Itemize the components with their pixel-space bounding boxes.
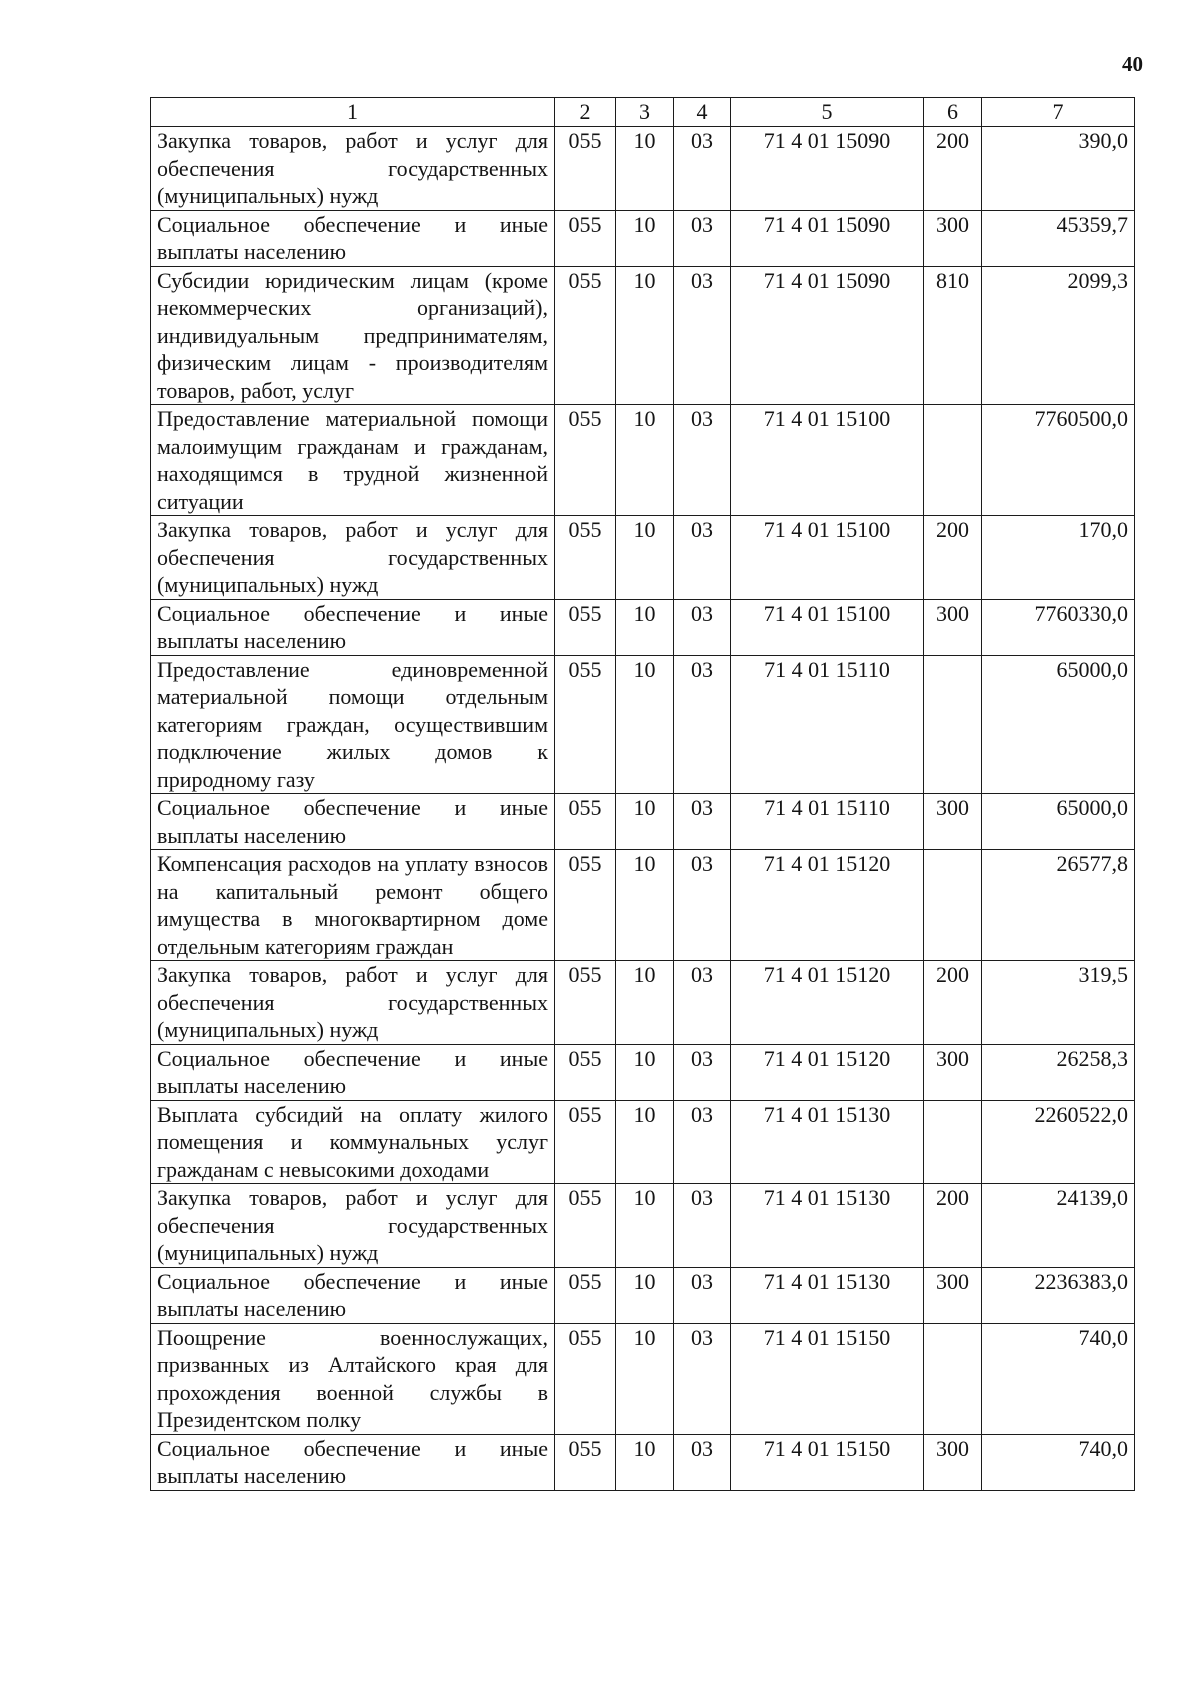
- expense-item-name: Предоставление единовременной материальной помощи отдельным категориям граждан, осуществившим подключение жилых домов к природному газу: [151, 655, 555, 794]
- expense-item-name: Поощрение военнослужащих, призванных из Алтайского края для прохождения военной службы в Президентском полку: [151, 1323, 555, 1434]
- header-row: [151, 98, 1135, 127]
- table-row: [151, 794, 1135, 850]
- subsection-code: 03: [674, 1184, 731, 1268]
- subsection-code: 03: [674, 961, 731, 1045]
- subsection-code: 03: [674, 599, 731, 655]
- expense-type-code: 200: [924, 961, 982, 1045]
- table-row: [151, 127, 1135, 211]
- section-code: 10: [616, 405, 674, 516]
- subsection-code: 03: [674, 516, 731, 600]
- ministry-code: 055: [555, 405, 616, 516]
- target-article-code: 71 4 01 15130: [731, 1267, 924, 1323]
- column-header: 3: [616, 98, 674, 127]
- expense-item-name: Выплата субсидий на оплату жилого помещения и коммунальных услуг гражданам с невысокими доходами: [151, 1100, 555, 1184]
- target-article-code: 71 4 01 15150: [731, 1323, 924, 1434]
- section-code: 10: [616, 1267, 674, 1323]
- column-header: 4: [674, 98, 731, 127]
- amount: 7760500,0: [982, 405, 1135, 516]
- subsection-code: 03: [674, 405, 731, 516]
- amount: 26258,3: [982, 1044, 1135, 1100]
- subsection-code: 03: [674, 210, 731, 266]
- section-code: 10: [616, 1323, 674, 1434]
- ministry-code: 055: [555, 794, 616, 850]
- amount: 65000,0: [982, 794, 1135, 850]
- target-article-code: 71 4 01 15090: [731, 266, 924, 405]
- table-row: [151, 1434, 1135, 1490]
- expense-type-code: 300: [924, 1044, 982, 1100]
- expense-item-name: Социальное обеспечение и иные выплаты населению: [151, 1044, 555, 1100]
- expense-type-code: 200: [924, 127, 982, 211]
- section-code: 10: [616, 266, 674, 405]
- column-header: 6: [924, 98, 982, 127]
- amount: 26577,8: [982, 850, 1135, 961]
- table-row: [151, 1184, 1135, 1268]
- expense-item-name: Предоставление материальной помощи малоимущим гражданам и гражданам, находящимся в трудной жизненной ситуации: [151, 405, 555, 516]
- expense-item-name: Социальное обеспечение и иные выплаты населению: [151, 1434, 555, 1490]
- target-article-code: 71 4 01 15100: [731, 599, 924, 655]
- expense-type-code: 200: [924, 1184, 982, 1268]
- ministry-code: 055: [555, 599, 616, 655]
- ministry-code: 055: [555, 1184, 616, 1268]
- target-article-code: 71 4 01 15150: [731, 1434, 924, 1490]
- subsection-code: 03: [674, 1100, 731, 1184]
- table-body: [151, 127, 1135, 1491]
- subsection-code: 03: [674, 850, 731, 961]
- column-header: 2: [555, 98, 616, 127]
- table-row: [151, 266, 1135, 405]
- expense-type-code: 300: [924, 210, 982, 266]
- amount: 24139,0: [982, 1184, 1135, 1268]
- subsection-code: 03: [674, 127, 731, 211]
- amount: 7760330,0: [982, 599, 1135, 655]
- expense-type-code: 300: [924, 794, 982, 850]
- target-article-code: 71 4 01 15120: [731, 961, 924, 1045]
- target-article-code: 71 4 01 15100: [731, 516, 924, 600]
- amount: 390,0: [982, 127, 1135, 211]
- table-row: [151, 655, 1135, 794]
- section-code: 10: [616, 794, 674, 850]
- column-header: 1: [151, 98, 555, 127]
- table-row: [151, 1323, 1135, 1434]
- subsection-code: 03: [674, 1323, 731, 1434]
- amount: 2260522,0: [982, 1100, 1135, 1184]
- section-code: 10: [616, 1044, 674, 1100]
- subsection-code: 03: [674, 1267, 731, 1323]
- table-row: [151, 850, 1135, 961]
- target-article-code: 71 4 01 15100: [731, 405, 924, 516]
- expense-type-code: [924, 1100, 982, 1184]
- amount: 2236383,0: [982, 1267, 1135, 1323]
- table-row: [151, 961, 1135, 1045]
- ministry-code: 055: [555, 127, 616, 211]
- expense-item-name: Закупка товаров, работ и услуг для обеспечения государственных (муниципальных) нужд: [151, 127, 555, 211]
- table-row: [151, 1267, 1135, 1323]
- expense-item-name: Социальное обеспечение и иные выплаты населению: [151, 599, 555, 655]
- subsection-code: 03: [674, 794, 731, 850]
- section-code: 10: [616, 850, 674, 961]
- amount: 740,0: [982, 1434, 1135, 1490]
- target-article-code: 71 4 01 15110: [731, 794, 924, 850]
- section-code: 10: [616, 961, 674, 1045]
- amount: 170,0: [982, 516, 1135, 600]
- expense-item-name: Социальное обеспечение и иные выплаты населению: [151, 794, 555, 850]
- expense-item-name: Социальное обеспечение и иные выплаты населению: [151, 1267, 555, 1323]
- subsection-code: 03: [674, 1044, 731, 1100]
- ministry-code: 055: [555, 266, 616, 405]
- expense-item-name: Закупка товаров, работ и услуг для обеспечения государственных (муниципальных) нужд: [151, 961, 555, 1045]
- expense-type-code: [924, 850, 982, 961]
- ministry-code: 055: [555, 961, 616, 1045]
- subsection-code: 03: [674, 1434, 731, 1490]
- expense-type-code: [924, 655, 982, 794]
- table-row: [151, 1100, 1135, 1184]
- expense-item-name: Субсидии юридическим лицам (кроме некоммерческих организаций), индивидуальным предпринимателям, физическим лицам - производителям товаров, работ, услуг: [151, 266, 555, 405]
- section-code: 10: [616, 127, 674, 211]
- amount: 45359,7: [982, 210, 1135, 266]
- budget-table: [150, 97, 1135, 1491]
- expense-type-code: 300: [924, 1434, 982, 1490]
- section-code: 10: [616, 516, 674, 600]
- ministry-code: 055: [555, 1267, 616, 1323]
- expense-type-code: [924, 1323, 982, 1434]
- expense-type-code: 300: [924, 599, 982, 655]
- amount: 65000,0: [982, 655, 1135, 794]
- ministry-code: 055: [555, 1100, 616, 1184]
- ministry-code: 055: [555, 210, 616, 266]
- table-row: [151, 1044, 1135, 1100]
- target-article-code: 71 4 01 15120: [731, 1044, 924, 1100]
- section-code: 10: [616, 1434, 674, 1490]
- ministry-code: 055: [555, 516, 616, 600]
- expense-item-name: Социальное обеспечение и иные выплаты населению: [151, 210, 555, 266]
- section-code: 10: [616, 655, 674, 794]
- amount: 2099,3: [982, 266, 1135, 405]
- subsection-code: 03: [674, 266, 731, 405]
- table-row: [151, 516, 1135, 600]
- expense-item-name: Закупка товаров, работ и услуг для обеспечения государственных (муниципальных) нужд: [151, 516, 555, 600]
- subsection-code: 03: [674, 655, 731, 794]
- expense-type-code: 810: [924, 266, 982, 405]
- amount: 740,0: [982, 1323, 1135, 1434]
- table-row: [151, 210, 1135, 266]
- ministry-code: 055: [555, 850, 616, 961]
- column-header: 7: [982, 98, 1135, 127]
- section-code: 10: [616, 599, 674, 655]
- expense-item-name: Закупка товаров, работ и услуг для обеспечения государственных (муниципальных) нужд: [151, 1184, 555, 1268]
- amount: 319,5: [982, 961, 1135, 1045]
- target-article-code: 71 4 01 15090: [731, 127, 924, 211]
- target-article-code: 71 4 01 15090: [731, 210, 924, 266]
- expense-type-code: 300: [924, 1267, 982, 1323]
- target-article-code: 71 4 01 15120: [731, 850, 924, 961]
- page-number: 40: [1122, 52, 1143, 76]
- target-article-code: 71 4 01 15130: [731, 1184, 924, 1268]
- table-row: [151, 405, 1135, 516]
- table-row: [151, 599, 1135, 655]
- expense-type-code: [924, 405, 982, 516]
- section-code: 10: [616, 210, 674, 266]
- ministry-code: 055: [555, 1323, 616, 1434]
- expense-item-name: Компенсация расходов на уплату взносов на капитальный ремонт общего имущества в многоквартирном доме отдельным категориям граждан: [151, 850, 555, 961]
- section-code: 10: [616, 1184, 674, 1268]
- ministry-code: 055: [555, 1044, 616, 1100]
- expense-type-code: 200: [924, 516, 982, 600]
- column-header: 5: [731, 98, 924, 127]
- section-code: 10: [616, 1100, 674, 1184]
- ministry-code: 055: [555, 1434, 616, 1490]
- target-article-code: 71 4 01 15110: [731, 655, 924, 794]
- ministry-code: 055: [555, 655, 616, 794]
- target-article-code: 71 4 01 15130: [731, 1100, 924, 1184]
